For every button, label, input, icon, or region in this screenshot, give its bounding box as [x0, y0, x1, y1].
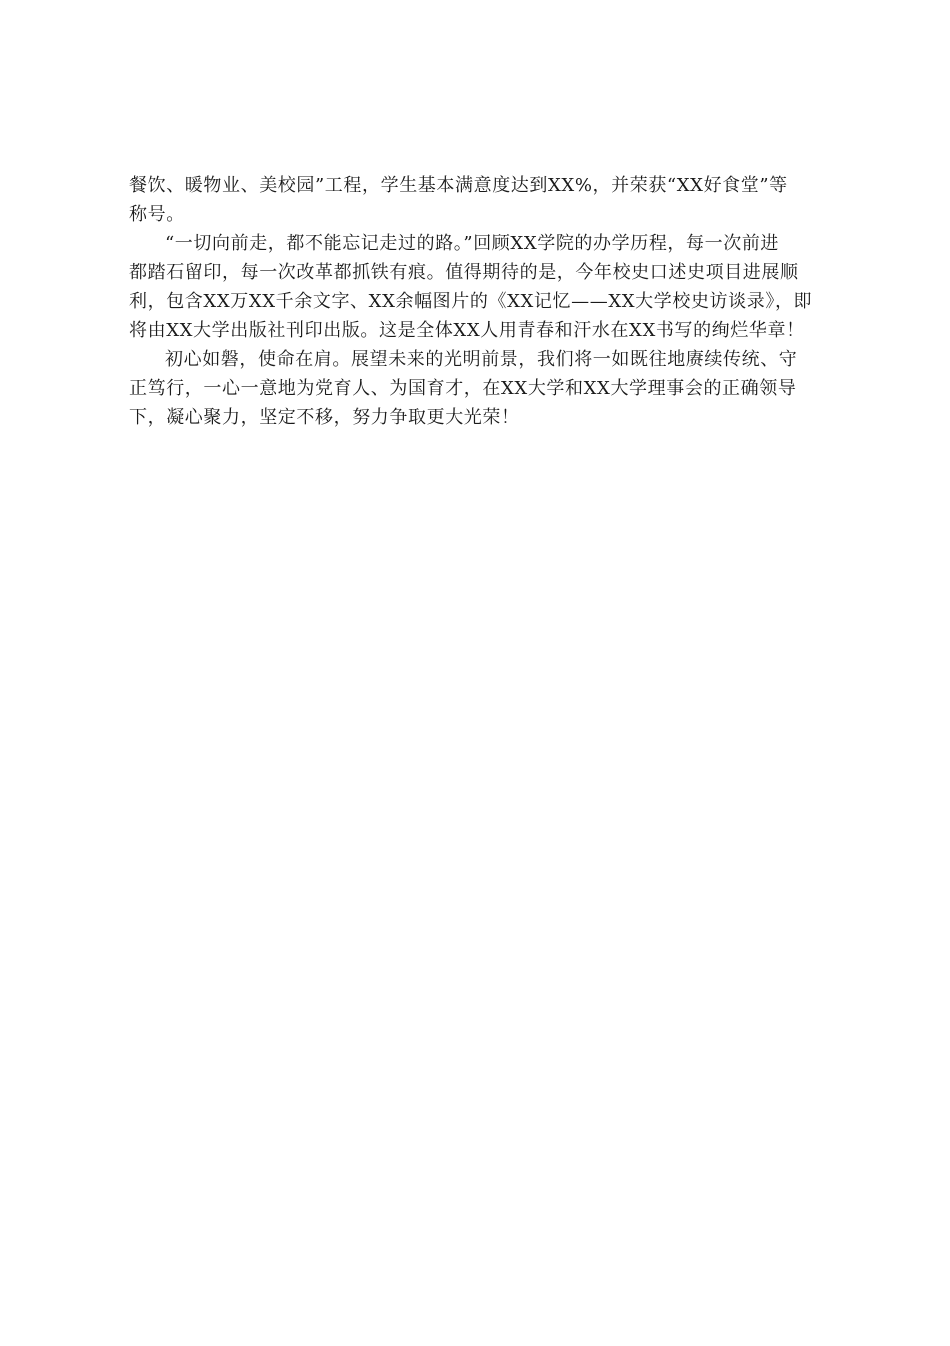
paragraph-1: [129, 171, 833, 229]
document-body: [129, 171, 833, 432]
text-line: 下，凝心聚力，坚定不移，努力争取更大光荣！: [129, 407, 520, 428]
paragraph-2: [129, 229, 833, 345]
text-line: 都踏石留印，每一次改革都抓铁有痕。值得期待的是，今年校史口述史项目进展顺: [129, 262, 799, 283]
text-line: 将由XX大学出版社刊印出版。这是全体XX人用青春和汗水在XX书写的绚烂华章！: [129, 320, 805, 341]
text-line: 餐饮、暖物业、美校园”工程，学生基本满意度达到XX%，并荣获“XX好食堂”等: [129, 175, 788, 196]
text-line: 初心如磐，使命在肩。展望未来的光明前景，我们将一如既往地赓续传统、守: [165, 349, 798, 370]
text-line: 称号。: [129, 204, 185, 225]
text-line: 正笃行，一心一意地为党育人、为国育才，在XX大学和XX大学理事会的正确领导: [129, 378, 797, 399]
text-line: 利，包含XX万XX千余文字、XX余幅图片的《XX记忆——XX大学校史访谈录》，即: [129, 291, 813, 312]
text-line: “一切向前走，都不能忘记走过的路。”回顾XX学院的办学历程，每一次前进: [165, 233, 780, 254]
paragraph-3: [129, 345, 833, 432]
